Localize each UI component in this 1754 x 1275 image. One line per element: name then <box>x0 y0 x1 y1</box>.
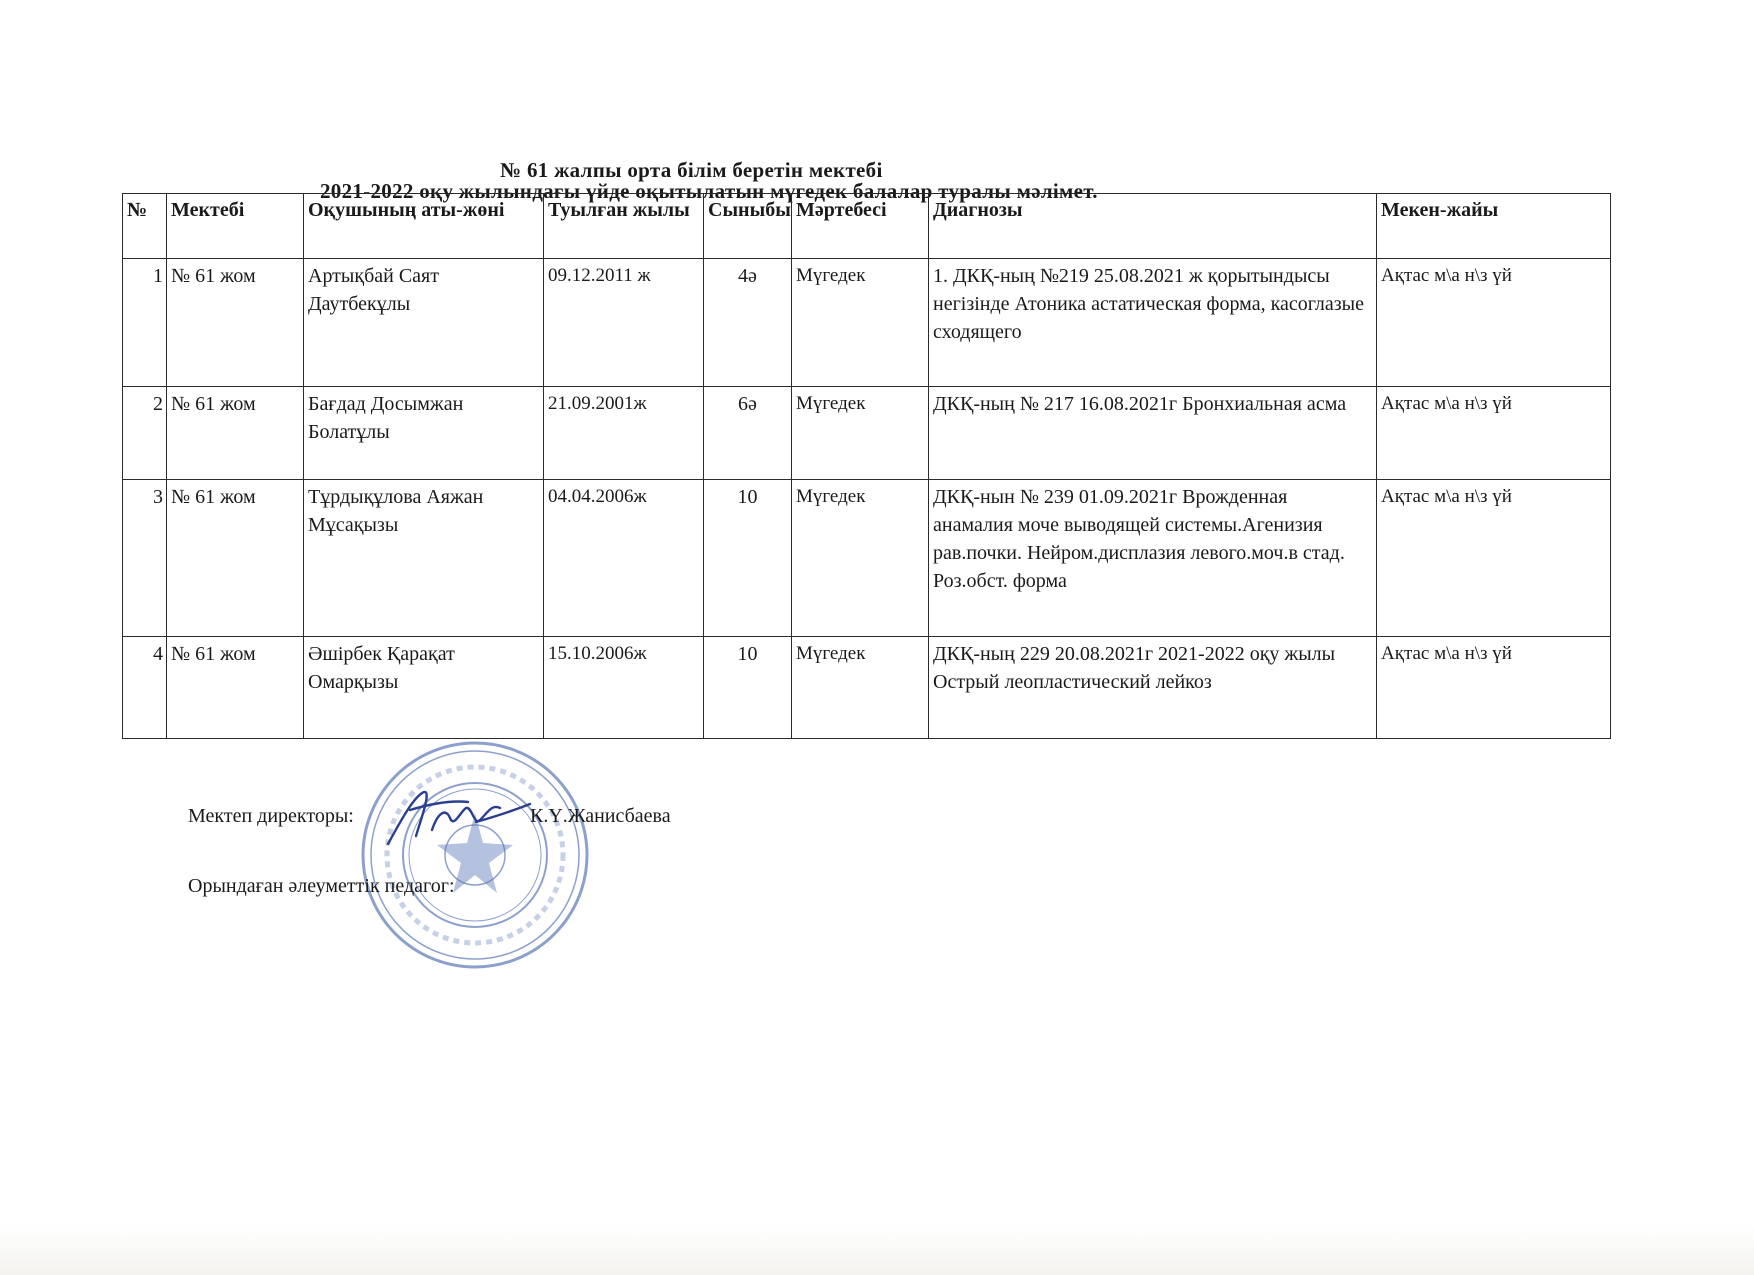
social-pedagog-label: Орындаған әлеуметтік педагог: <box>188 875 455 897</box>
row-number: 4 <box>123 637 167 739</box>
row-number: 1 <box>123 259 167 387</box>
official-stamp-icon <box>355 735 595 975</box>
document-title-line1: № 61 жалпы орта білім беретін мектебі <box>500 158 883 182</box>
row-class: 4ә <box>704 259 792 387</box>
row-student-name: Тұрдықұлова Аяжан Мұсақызы <box>304 480 544 637</box>
row-diagnosis: 1. ДКҚ-ның №219 25.08.2021 ж қорытындысы негізінде Атоника астатическая форма, касоглазые сходящего <box>929 259 1377 387</box>
row-address: Ақтас м\а н\з үй <box>1377 259 1611 387</box>
header-diagnosis: Диагнозы <box>929 194 1377 259</box>
row-student-name: Артықбай Саят Даутбекұлы <box>304 259 544 387</box>
row-student-name: Бағдад Досымжан Болатұлы <box>304 387 544 480</box>
row-number: 3 <box>123 480 167 637</box>
document-title-line2: 2021-2022 оқу жылындағы үйде оқытылатын мүгедек балалар туралы мәлімет. <box>320 179 1098 203</box>
row-number: 2 <box>123 387 167 480</box>
header-school: Мектебі <box>167 194 304 259</box>
header-number: № <box>123 194 167 259</box>
row-school: № 61 жом <box>167 259 304 387</box>
row-diagnosis: ДКҚ-ның 229 20.08.2021г 2021-2022 оқу жылы Острый леопластический лейкоз <box>929 637 1377 739</box>
row-diagnosis: ДКҚ-ның № 217 16.08.2021г Бронхиальная асма <box>929 387 1377 480</box>
header-class: Сыныбы <box>704 194 792 259</box>
row-diagnosis: ДКҚ-нын № 239 01.09.2021г Врожденная анамалия моче выводящей системы.Агенизия рав.почки. Нейром.дисплазия левого.моч.в стад. Роз.обст. форма <box>929 480 1377 637</box>
row-birth-date: 15.10.2006ж <box>544 637 704 739</box>
table-row <box>123 259 1611 387</box>
director-signature-icon <box>380 782 540 852</box>
director-name: К.Ү.Жанисбаева <box>530 805 671 827</box>
table-row <box>123 387 1611 480</box>
table-row <box>123 480 1611 637</box>
header-student-name: Оқушының аты-жөні <box>304 194 544 259</box>
row-birth-date: 04.04.2006ж <box>544 480 704 637</box>
row-status: Мүгедек <box>792 637 929 739</box>
row-status: Мүгедек <box>792 387 929 480</box>
students-table <box>122 193 1611 739</box>
row-address: Ақтас м\а н\з үй <box>1377 637 1611 739</box>
row-class: 6ә <box>704 387 792 480</box>
row-school: № 61 жом <box>167 637 304 739</box>
row-school: № 61 жом <box>167 387 304 480</box>
header-address: Мекен-жайы <box>1377 194 1611 259</box>
row-address: Ақтас м\а н\з үй <box>1377 480 1611 637</box>
director-label: Мектеп директоры: <box>188 805 354 827</box>
row-status: Мүгедек <box>792 480 929 637</box>
row-birth-date: 09.12.2011 ж <box>544 259 704 387</box>
header-birth-year: Туылған жылы <box>544 194 704 259</box>
row-class: 10 <box>704 637 792 739</box>
page-bottom-edge <box>0 1225 1754 1275</box>
table-row <box>123 637 1611 739</box>
row-birth-date: 21.09.2001ж <box>544 387 704 480</box>
header-status: Мәртебесі <box>792 194 929 259</box>
table-header-row <box>123 194 1611 259</box>
row-school: № 61 жом <box>167 480 304 637</box>
row-status: Мүгедек <box>792 259 929 387</box>
row-address: Ақтас м\а н\з үй <box>1377 387 1611 480</box>
row-student-name: Әшірбек Қарақат Омарқызы <box>304 637 544 739</box>
row-class: 10 <box>704 480 792 637</box>
